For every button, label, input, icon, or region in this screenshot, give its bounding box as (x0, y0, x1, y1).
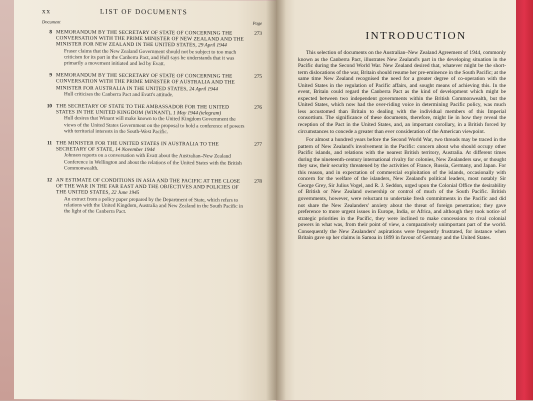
entry-page: 275 (254, 73, 262, 81)
book-gutter (266, 0, 286, 400)
running-title: LIST OF DOCUMENTS (100, 7, 188, 17)
entry-date: 29 April 1944 (198, 42, 227, 49)
column-labels (42, 19, 262, 26)
document-list (40, 29, 262, 222)
entry-description: Hull desires that Winant will make known to the United Kingdom Government the views of the United States Government on the proposal to hold a conference of powers with territorial interests in the South-West Pacific. (64, 115, 245, 136)
page-number: xx (42, 7, 51, 16)
entry-heading: AN ESTIMATE OF CONDITIONS IN ASIA AND THE PACIFIC AT THE CLOSE OF THE WAR IN THE FAR EAST AND THE OBJECTIVES AND POLICIES OF THE UNITED STATES, (56, 177, 241, 197)
document-entry (40, 103, 262, 136)
document-entry (40, 29, 262, 68)
document-entry (40, 140, 262, 173)
left-page (14, 0, 276, 401)
right-page (276, 0, 516, 400)
entry-number: 11 (47, 140, 52, 147)
entry-number: 9 (49, 72, 52, 79)
entry-number: 12 (46, 177, 52, 184)
entry-description: An extract from a policy paper prepared by the Department of State, which refers to relations with the United Kingdom, Australia and New Zealand in the South Pacific in the light of the Canberra Pact. (64, 196, 243, 215)
open-book (14, 0, 514, 400)
paragraph: This selection of documents on the Australian–New Zealand Agreement of 1944, commonly known as the Canberra Pact, illustrates New Zealand's part in the developing situation in the Pacific during the Second World War. New Zealand desired that, whatever might be the short-term dislocations of the war, Britain should resume her pre-eminence in the South Pacific; at the same time New Zealand recognised the need for a greater degree of co-operation with the United States in the regulation of Pacific affairs, and sought means of achieving this. In the event, Britain could regard the Canberra Pact as the kind of development which might be expected between two independent governments within the British Commonwealth, but the United States, which now had the over-riding voice in determining Pacific policy, was much less accustomed than Britain to dealing with the individual members of this Imperial consortium. The significance of these documents, therefore, might lie in how they reveal the reception of the Pact in the United States, and, an important corollary, in a British forced by circumstances to concede a greater than ever consideration of the American viewpoint. (298, 50, 506, 135)
entry-number: 10 (46, 103, 52, 110)
entry-number: 8 (49, 29, 52, 36)
entry-page: 278 (254, 178, 262, 185)
document-entry (40, 177, 262, 216)
introduction-body (298, 50, 506, 244)
entry-page: 277 (254, 141, 262, 148)
entry-heading: THE MINISTER FOR THE UNITED STATES IN AUSTRALIA TO THE SECRETARY OF STATE, (56, 140, 219, 154)
running-header (42, 7, 262, 17)
page-column-label: Page (252, 20, 262, 26)
entry-date: 1 May 1944 (telegram) (173, 110, 222, 117)
entry-date: 22 June 1945 (111, 190, 140, 197)
entry-heading: MEMORANDUM BY THE SECRETARY OF STATE OF CONCERNING THE CONVERSATION WITH THE PRIME MINISTER OF NEW ZEALAND AND THE MINISTER FOR NEW ZEALAND IN THE UNITED STATES, (56, 29, 244, 49)
entry-date: 24 April 1944 (189, 85, 218, 93)
entry-heading: THE SECRETARY OF STATE TO THE AMBASSADOR FOR THE UNITED STATES IN THE UNITED KINGDOM (WINANT), (56, 103, 229, 117)
entry-description: Hull criticises the Canberra Pact and Evatt's attitude. (64, 91, 174, 99)
entry-page: 273 (254, 30, 262, 37)
document-column-label: Document (42, 19, 61, 25)
entry-heading: MEMORANDUM BY THE SECRETARY OF STATE OF CONCERNING THE CONVERSATION WITH THE PRIME MINISTER OF AUSTRALIA AND THE MINISTER FOR AUSTRALIA IN THE UNITED STATES, (56, 72, 235, 92)
entry-description: Johnson reports on a conversation with Evatt about the Australian–New Zealand Conference in Wellington and about the relations of the United States with the British Commonwealth. (64, 152, 242, 172)
paragraph: For almost a hundred years before the Second World War, two threads may be traced in the pattern of New Zealand's involvement in the Pacific: concern about who should occupy other Pacific islands, and relations with the nearest British territory, Australia. At different times during the nineteenth-century international rivalry for colonies, New Zealanders saw, or thought they saw, their security threatened by the activities of France, Russia, Germany, and Japan. For this reason, and in expectation of commercial exploitation of the islands, occasionally with concern for the welfare of the islanders, New Zealand's political leaders, most notably Sir George Grey, Sir Julius Vogel, and R. J. Seddon, urged upon the Colonial Office the desirability of British or New Zealand ownership or control of much of the South Pacific. British governments, however, were reluctant to undertake fresh commitments in the Pacific and did not share the New Zealanders' anxiety about the threat of foreign penetration; they gave preference to more urgent issues in Europe, India, or Africa, and although they took notice of strategic priorities in the Pacific, they were inclined to make concessions to rival colonial powers in what was, from their point of view, a comparatively unimportant part of the world. Consequently the New Zealanders' aspirations were frequently frustrated, for instance when Britain gave up her claims in Samoa in 1899 in favour of Germany and the United States. (298, 137, 506, 242)
entry-page: 276 (254, 104, 262, 111)
entry-date: 14 November 1944 (115, 147, 155, 154)
entry-description: Fraser claims that the New Zealand Government should not be subject to too much criticism for its part in the Canberra Pact, and Hull says he understands that it was primarily a movement initiated and led by Evatt. (64, 48, 237, 68)
document-entry (40, 72, 262, 98)
section-title: INTRODUCTION (365, 30, 467, 42)
